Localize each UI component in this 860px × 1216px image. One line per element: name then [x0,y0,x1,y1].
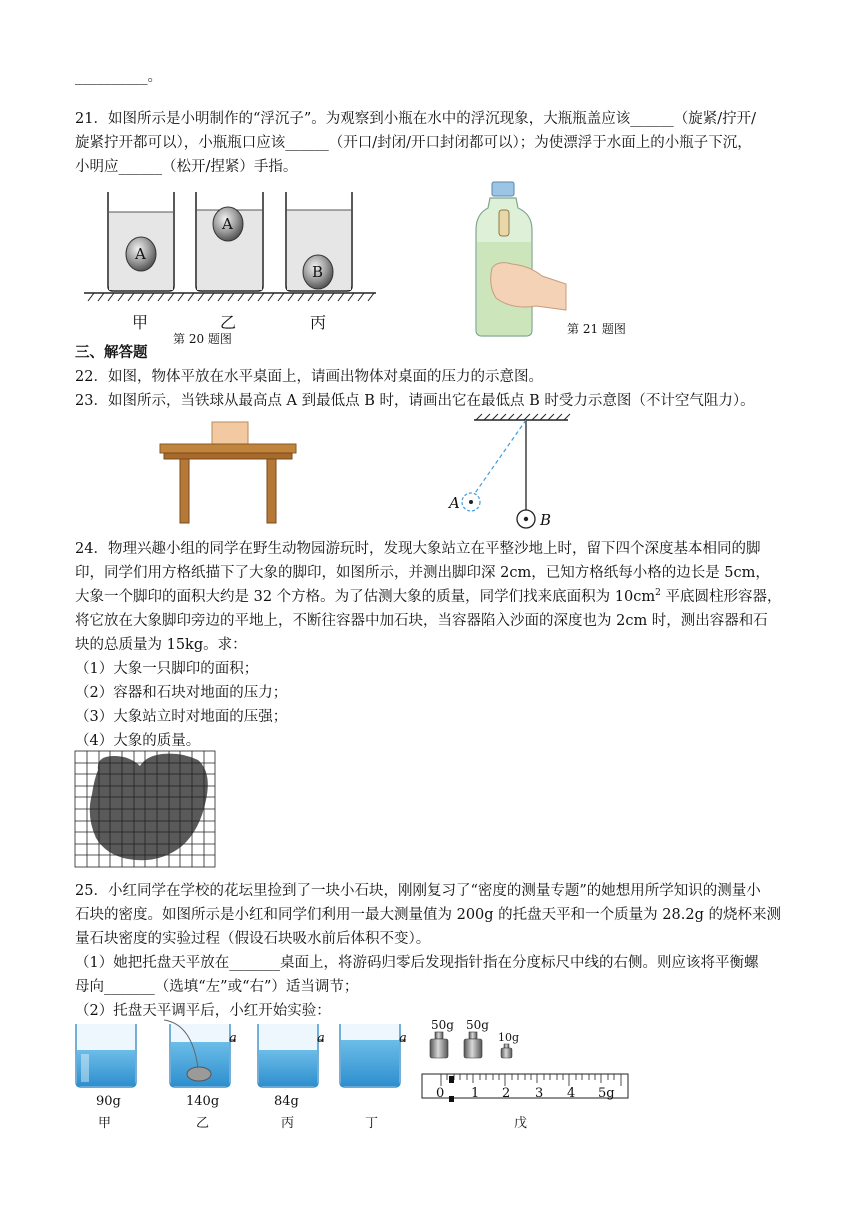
ball-a-label-jia: A [135,245,146,263]
ground-hatching [88,293,374,301]
q24-subquestion-3: （3）大象站立时对地面的压强； [75,709,288,725]
fig25-beakers-diagram [72,1020,432,1090]
q25-subquestion-1-line1: （1）她把托盘天平放在_______桌面上，将游码归零后发现指针指在分度标尺中线的右侧。则应该将平衡螺 [75,955,759,971]
fig21-caption: 第 21 题图 [567,322,626,336]
bottle-cap [492,182,514,196]
fig20-label-jia: 甲 [132,313,149,332]
label-wu-25: 戊 [514,1116,528,1131]
mark-a-bing: a [317,1031,325,1046]
beaker-bing-25 [258,1024,324,1087]
mass-yi: 140g [186,1094,220,1109]
q24-text-line4: 将它放在大象脚印旁边的平地上，不断往容器中加石块，当容器陷入沙面的深度也为 2cm 时，测出容器和石 [75,613,768,629]
q25-text-line2: 石块的密度。如图所示是小红和同学们利用一最大测量值为 200g 的托盘天平和一个质量为 28.2g 的烧杯来测 [75,907,781,923]
weight-50g-a [430,1032,448,1058]
block-object [212,422,248,444]
label-bing-25: 丙 [281,1116,295,1131]
table-top [160,444,296,453]
mark-a-yi: a [229,1031,237,1046]
weight-label-3: 10g [498,1031,520,1044]
q24-subquestion-1: （1）大象一只脚印的面积； [75,661,259,677]
fig24-footprint-grid [74,750,216,868]
small-vial [499,210,509,236]
ceiling-hatching [476,414,570,420]
fig20-label-yi: 乙 [220,313,237,332]
q25-text-line1: 25．小红同学在学校的花坛里捡到了一块小石块，刚刚复习了“密度的测量专题”的她想用所学知识的测量小 [75,883,761,899]
tick-1: 1 [471,1086,480,1101]
weight-label-2: 50g [466,1018,489,1032]
q24-text-line3: 大象一个脚印的面积大约是 32 个方格。为了估测大象的质量，同学们找来底面积为 $10cm^2$ 平底圆柱形容器， [75,588,782,605]
tick-3: 3 [535,1086,544,1101]
label-ding-25: 丁 [365,1116,379,1131]
mass-jia: 90g [96,1094,121,1109]
q24-text-line1: 24．物理兴趣小组的同学在野生动物园游玩时，发现大象站立在平整沙地上时，留下四个深度基本相同的脚 [75,541,761,557]
ball-b-label-bing: B [312,263,324,281]
fig23-pendulum-diagram [460,414,590,529]
fig20-caption: 第 20 题图 [173,332,232,346]
weight-10g [501,1044,512,1058]
previous-answer-blank: __________。 [75,69,162,85]
q22-text: 22．如图，物体平放在水平桌面上，请画出物体对桌面的压力的示意图。 [75,369,543,385]
q24-text-line2: 印，同学们用方格纸描下了大象的脚印，如图所示，并测出脚印深 2cm，已知方格纸每小格的边长是 5cm， [75,565,770,581]
stone [187,1067,211,1081]
q24-subquestion-4: （4）大象的质量。 [75,733,201,749]
weight-50g-b [464,1032,482,1058]
tick-5g: 5g [598,1086,615,1101]
mass-bing: 84g [274,1094,299,1109]
table-apron [164,453,292,459]
q23-text: 23．如图所示，当铁球从最高点 A 到最低点 B 时，请画出它在最低点 B 时受力示意图（不计空气阻力）。 [75,393,755,409]
fig21-bottle-diagram [472,180,582,340]
beaker-jia-25 [76,1024,136,1087]
table-leg-left [180,459,189,523]
section-heading: 三、解答题 [75,344,148,361]
q21-text-line3: 小明应______（松开/捏紧）手指。 [75,159,298,175]
q25-subquestion-2: （2）托盘天平调平后，小红开始实验： [75,1003,331,1019]
point-b-label: B [540,511,552,529]
q24-subquestion-2: （2）容器和石块对地面的压力； [75,685,288,701]
beaker-ding-25 [340,1024,406,1087]
label-jia-25: 甲 [98,1116,112,1131]
ball-a-label-yi: A [222,215,233,233]
mark-a-ding: a [399,1031,407,1046]
string-dashed [473,420,526,496]
rider-bottom [449,1096,454,1102]
q21-text-line1: 21．如图所示是小明制作的“浮沉子”。为观察到小瓶在水中的浮沉现象，大瓶瓶盖应该______（旋紧/拧开/ [75,111,757,127]
table-leg-right [267,459,276,523]
fig20-label-bing: 丙 [310,313,327,332]
beaker-yi-25 [164,1020,236,1087]
q25-text-line3: 量石块密度的实验过程（假设石块吸水前后体积不变）。 [75,931,431,947]
tick-0: 0 [436,1086,445,1101]
fig25-balance-scale [421,1030,633,1090]
label-yi-25: 乙 [196,1116,210,1131]
q25-subquestion-1-line2: 母向_______（选填“左”或“右”）适当调节； [75,979,359,995]
tick-4: 4 [567,1086,576,1101]
q21-text-line2: 旋紧拧开都可以），小瓶瓶口应该______（开口/封闭/开口封闭都可以）；为使漂浮于水面上的小瓶子下沉， [75,135,752,151]
rider-top [449,1076,454,1083]
tick-2: 2 [502,1086,511,1101]
weight-label-1: 50g [431,1018,454,1032]
fig22-table-diagram [160,418,300,528]
point-a-label: A [449,494,460,512]
q24-text-line5: 块的总质量为 15kg。求： [75,637,247,653]
